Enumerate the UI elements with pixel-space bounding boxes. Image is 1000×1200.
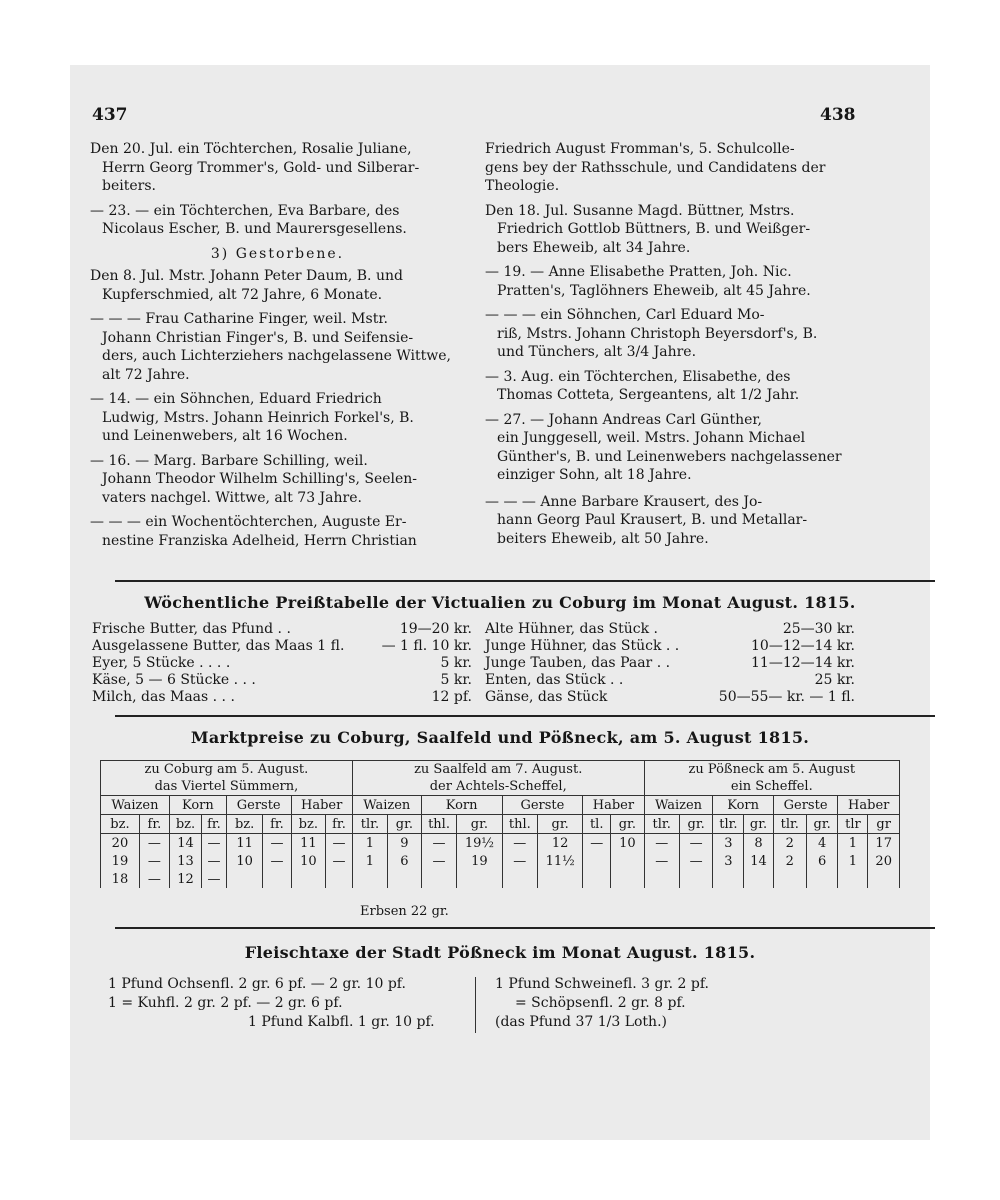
death-entry: — 16. — Marg. Barbare Schilling, weil. Johann Theodor Wilhelm Schilling's, Seelen- vaters nachgel. Wittwe, alt 73 Jahre. bbox=[90, 452, 418, 506]
market-group-header: zu Coburg am 5. August. das Viertel Sümmern, bbox=[101, 761, 353, 796]
death-entry: — — — Anne Barbare Krausert, des Jo- hann Georg Paul Krausert, B. und Metallar- beiters Eheweib, alt 50 Jahre. bbox=[485, 493, 808, 547]
death-entry: Friedrich August Fromman's, 5. Schulcolle- gens bey der Rathsschule, und Candidatens der Theologie. bbox=[485, 141, 826, 194]
market-group-header: zu Saalfeld am 7. August. der Achtels-Scheffel, bbox=[352, 761, 644, 796]
price-row: Eyer, 5 Stücke . . . . 5 kr. bbox=[92, 655, 472, 671]
price-row: Milch, das Maas . . . 12 pf. bbox=[92, 689, 472, 705]
market-note: Erbsen 22 gr. bbox=[360, 904, 449, 919]
weekly-price-title: Wöchentliche Preißtabelle der Victualien zu Coburg im Monat August. 1815. bbox=[144, 593, 856, 612]
price-row: Frische Butter, das Pfund . . 19—20 kr. bbox=[92, 621, 472, 637]
meat-price-line: 1 Pfund Ochsenfl. 2 gr. 6 pf. — 2 gr. 10 pf. bbox=[108, 976, 406, 992]
meat-price-line: 1 = Kuhfl. 2 gr. 2 pf. — 2 gr. 6 pf. bbox=[108, 995, 343, 1011]
price-row: Gänse, das Stück 50—55— kr. — 1 fl. bbox=[485, 689, 855, 705]
prices-left bbox=[92, 621, 472, 706]
table-row: bz. fr. bz. fr. bz. fr. bz. fr. tlr. gr. thl. gr. thl. gr. tl. gr. tlr. gr. tlr. gr. tlr. gr. tlr gr bbox=[101, 815, 900, 834]
price-row: Ausgelassene Butter, das Maas 1 fl. — 1 fl. 10 kr. bbox=[92, 638, 472, 654]
table-row: 18 — 12 — bbox=[101, 870, 900, 888]
divider bbox=[115, 715, 935, 717]
meat-prices-right bbox=[495, 975, 815, 1032]
page-number-left: 437 bbox=[92, 105, 128, 125]
market-price-table bbox=[100, 760, 900, 888]
death-entry: — — — ein Wochentöchterchen, Auguste Er- nestine Franziska Adelheid, Herrn Christian bbox=[90, 514, 417, 549]
divider bbox=[475, 977, 476, 1033]
table-row bbox=[101, 761, 900, 796]
page-number-right: 438 bbox=[820, 105, 856, 125]
section-heading-died: 3) Gestorbene. bbox=[210, 245, 345, 262]
meat-prices-left bbox=[108, 975, 488, 1032]
table-row: Waizen Korn Gerste Haber Waizen Korn Gerste Haber Waizen Korn Gerste Haber bbox=[101, 796, 900, 815]
prices-right bbox=[485, 621, 855, 706]
meat-price-line: (das Pfund 37 1/3 Loth.) bbox=[495, 1014, 667, 1030]
market-title: Marktpreise zu Coburg, Saalfeld und Pößneck, am 5. August 1815. bbox=[190, 728, 810, 747]
death-entry: — 14. — ein Söhnchen, Eduard Friedrich Ludwig, Mstrs. Johann Heinrich Forkel's, B. und Leinenwebers, alt 16 Wochen. bbox=[90, 391, 414, 444]
price-row: Junge Tauben, das Paar . . 11—12—14 kr. bbox=[485, 655, 855, 671]
page-scan bbox=[70, 65, 930, 1140]
death-entry: — 3. Aug. ein Töchterchen, Elisabethe, des Thomas Cotteta, Sergeantens, alt 1/2 Jahr. bbox=[485, 368, 800, 403]
table-row: 19 — 13 — 10 — 10 — 1 6 — 19 — 11½ — — 3 14 2 6 1 20 bbox=[101, 852, 900, 870]
left-column bbox=[90, 140, 465, 556]
birth-entry: Den 20. Jul. ein Töchterchen, Rosalie Juliane, Herrn Georg Trommer's, Gold- und Silberar- beiters. bbox=[90, 141, 420, 194]
death-entry: Den 18. Jul. Susanne Magd. Büttner, Mstrs. Friedrich Gottlob Büttners, B. und Weißger- bers Eheweib, alt 34 Jahre. bbox=[485, 202, 811, 256]
right-column bbox=[485, 140, 865, 554]
price-row: Käse, 5 — 6 Stücke . . . 5 kr. bbox=[92, 672, 472, 688]
table-row: 20 — 14 — 11 — 11 — 1 9 — 19½ — 12 — 10 — — 3 8 2 4 1 17 bbox=[101, 834, 900, 853]
birth-entry: — 23. — ein Töchterchen, Eva Barbare, des Nicolaus Escher, B. und Maurersgesellens. bbox=[90, 202, 407, 237]
death-entry: — 19. — Anne Elisabethe Pratten, Joh. Nic. Pratten's, Taglöhners Eheweib, alt 45 Jahre. bbox=[485, 264, 811, 299]
divider bbox=[115, 580, 935, 582]
meat-price-line: = Schöpsenfl. 2 gr. 8 pf. bbox=[515, 995, 686, 1011]
price-row: Enten, das Stück . . 25 kr. bbox=[485, 672, 855, 688]
price-row: Junge Hühner, das Stück . . 10—12—14 kr. bbox=[485, 638, 855, 654]
death-entry: — — — ein Söhnchen, Carl Eduard Mo- riß, Mstrs. Johann Christoph Beyersdorf's, B. und Tünchers, alt 3/4 Jahre. bbox=[485, 307, 818, 360]
death-entry: — 27. — Johann Andreas Carl Günther, ein Junggesell, weil. Mstrs. Johann Michael Günther's, B. und Leinenwebers nachgelassener einziger Sohn, alt 18 Jahre. bbox=[485, 411, 842, 483]
meat-price-line: 1 Pfund Kalbfl. 1 gr. 10 pf. bbox=[248, 1014, 435, 1030]
divider bbox=[115, 927, 935, 929]
market-group-header: zu Pößneck am 5. August ein Scheffel. bbox=[644, 761, 899, 796]
death-entry: Den 8. Jul. Mstr. Johann Peter Daum, B. und Kupferschmied, alt 72 Jahre, 6 Monate. bbox=[90, 268, 403, 303]
price-row: Alte Hühner, das Stück . 25—30 kr. bbox=[485, 621, 855, 637]
meat-price-title: Fleischtaxe der Stadt Pößneck im Monat August. 1815. bbox=[244, 943, 756, 962]
death-entry: — — — Frau Catharine Finger, weil. Mstr. Johann Christian Finger's, B. und Seifensie- ders, auch Lichterziehers nachgelassene Wittwe, alt 72 Jahre. bbox=[90, 311, 451, 383]
meat-price-line: 1 Pfund Schweinefl. 3 gr. 2 pf. bbox=[495, 976, 709, 992]
